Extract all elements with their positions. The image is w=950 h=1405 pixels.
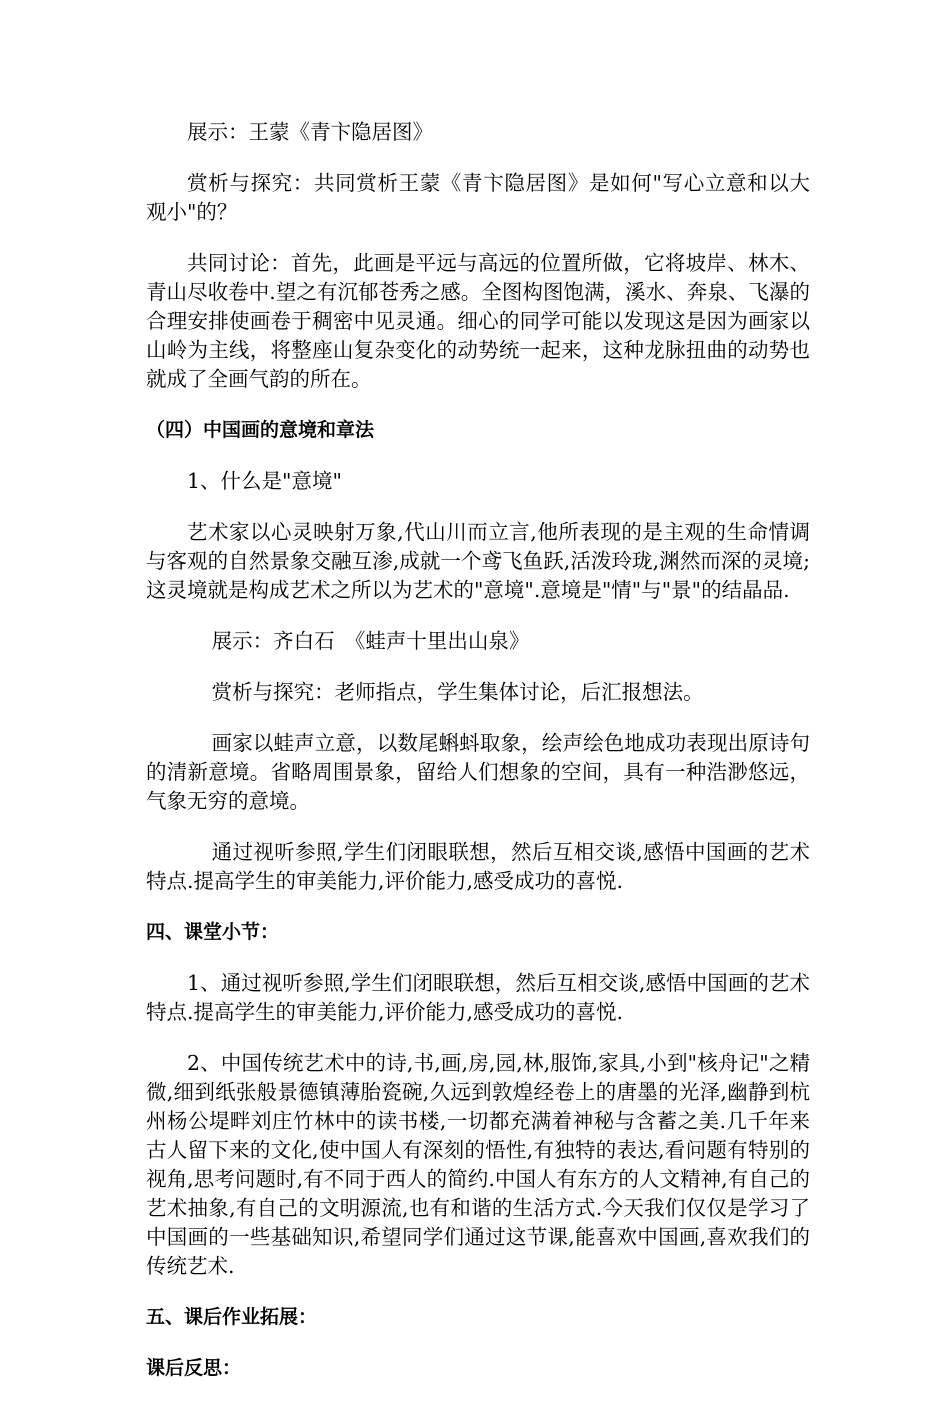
document-body [146, 118, 810, 1405]
qibaishi-analysis-paragraph: 画家以蛙声立意，以数尾蝌蚪取象，绘声绘色地成功表现出原诗句的清新意境。省略周围景象，留给人们想象的空间，具有一种浩渺悠远，气象无穷的意境。 [146, 731, 810, 813]
summary-point-2: 2、中国传统艺术中的诗,书,画,房,园,林,服饰,家具,小到"核舟记"之精微,细到纸张般景德镇薄胎瓷碗,久远到敦煌经卷上的唐墨的光泽,幽静到杭州杨公堤畔刘庄竹林中的读书楼,一切都充满着神秘与含蓄之美.几千年来古人留下来的文化,使中国人有深刻的悟性,有独特的表达,看问题有特别的视角,思考问题时,有不同于西人的简约.中国人有东方的人文精神,有自己的艺术抽象,有自己的文明源流,也有和谐的生活方式.今天我们仅仅是学习了中国画的一些基础知识,希望同学们通过这节课,能喜欢中国画,喜欢我们的传统艺术. [146, 1051, 810, 1278]
appreciation-question-wangmeng: 赏析与探究：共同赏析王蒙《青卞隐居图》是如何"写心立意和以大观小"的？ [146, 171, 810, 224]
subheading-what-is-yijing: 1、什么是"意境" [187, 469, 342, 493]
section-heading-artistic-conception: （四）中国画的意境和章法 [146, 419, 375, 441]
section-heading-homework: 五、课后作业拓展： [146, 1306, 318, 1328]
section-heading-class-summary: 四、课堂小节： [146, 921, 280, 943]
display-wangmeng: 展示：王蒙《青卞隐居图》 [187, 120, 433, 144]
section-heading-reflection: 课后反思： [146, 1357, 242, 1379]
appreciation-qibaishi: 赏析与探究：老师指点，学生集体讨论，后汇报想法。 [211, 680, 704, 704]
display-qibaishi: 展示：齐白石 《蛙声十里出山泉》 [211, 629, 530, 653]
discussion-paragraph: 共同讨论：首先，此画是平远与高远的位置所做，它将坡岸、林木、青山尽收卷中.望之有沉郁苍秀之感。全图构图饱满，溪水、奔泉、飞瀑的合理安排使画卷于稠密中见灵通。细心的同学可能以发现这是因为画家以山岭为主线，将整座山复杂变化的动势统一起来，这种龙脉扭曲的动势也就成了全画气韵的所在。 [146, 251, 810, 391]
audiovisual-paragraph: 通过视听参照,学生们闭眼联想，然后互相交谈,感悟中国画的艺术特点.提高学生的审美能力,评价能力,感受成功的喜悦. [146, 840, 810, 893]
summary-point-1: 1、通过视听参照,学生们闭眼联想，然后互相交谈,感悟中国画的艺术特点.提高学生的审美能力,评价能力,感受成功的喜悦. [146, 971, 810, 1024]
yijing-definition-paragraph: 艺术家以心灵映射万象,代山川而立言,他所表现的是主观的生命情调与客观的自然景象交融互渗,成就一个鸢飞鱼跃,活泼玲珑,渊然而深的灵境;这灵境就是构成艺术之所以为艺术的"意境".意境是"情"与"景"的结晶品. [146, 520, 810, 602]
